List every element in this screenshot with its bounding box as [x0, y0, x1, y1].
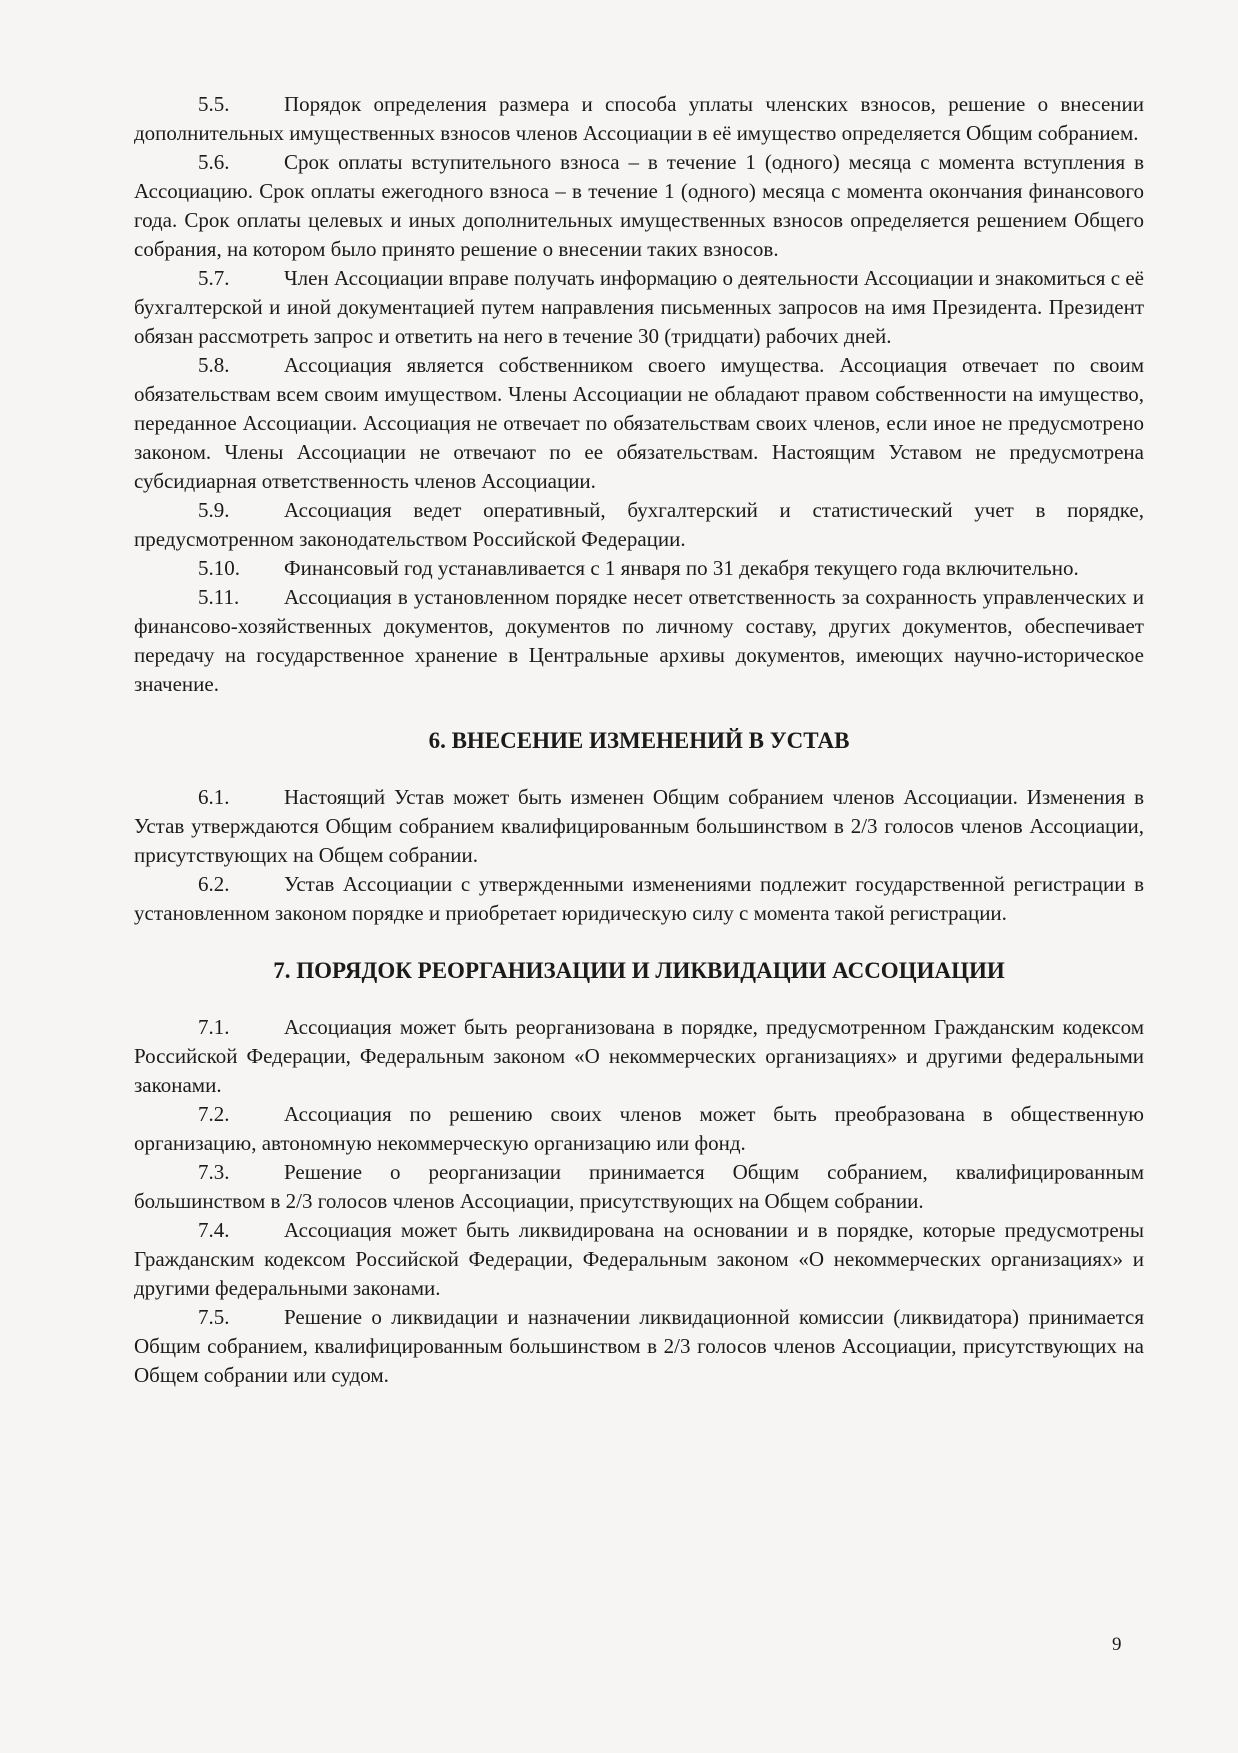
clause-text: Решение о ликвидации и назначении ликвидационной комиссии (ликвидатора) принимается Общим собранием, квалифицированным большинством в 2/3 голосов членов Ассоциации, присутствующих на Общем собрании или судом. — [134, 1305, 1144, 1387]
clause-text: Решение о реорганизации принимается Общим собранием, квалифицированным большинством в 2/3 голосов членов Ассоциации, присутствующих на Общем собрании. — [134, 1160, 1144, 1213]
clause-number: 7.4. — [198, 1218, 230, 1242]
clause-5-8 — [134, 351, 1144, 496]
clause-5-6 — [134, 148, 1144, 264]
clause-number: 5.8. — [198, 353, 230, 377]
clause-5-11 — [134, 583, 1144, 699]
page-number: 9 — [1112, 1634, 1122, 1655]
clause-number: 6.2. — [198, 872, 230, 896]
clause-number: 5.10. — [198, 556, 240, 580]
clause-5-5 — [134, 90, 1144, 148]
clause-6-1 — [134, 783, 1144, 870]
clause-7-3 — [134, 1158, 1144, 1216]
clause-number: 7.2. — [198, 1102, 230, 1126]
clause-7-1 — [134, 1013, 1144, 1100]
clause-text: Устав Ассоциации с утвержденными изменениями подлежит государственной регистрации в установленном законом порядке и приобретает юридическую силу с момента такой регистрации. — [134, 872, 1144, 925]
clause-text: Порядок определения размера и способа уплаты членских взносов, решение о внесении дополнительных имущественных взносов членов Ассоциации в её имущество определяется Общим собранием. — [134, 92, 1144, 145]
section-5-items — [134, 90, 1144, 699]
clause-number: 7.5. — [198, 1305, 230, 1329]
clause-number: 5.9. — [198, 498, 230, 522]
clause-number: 5.6. — [198, 150, 230, 174]
clause-text: Финансовый год устанавливается с 1 января по 31 декабря текущего года включительно. — [284, 556, 1079, 580]
section-6-items — [134, 783, 1144, 928]
clause-text: Срок оплаты вступительного взноса – в течение 1 (одного) месяца с момента вступления в Ассоциацию. Срок оплаты ежегодного взноса – в течение 1 (одного) месяца с момента окончания финансового года. Срок оплаты целевых и иных дополнительных имущественных взносов определяется решением Общего собрания, на котором было принято решение о внесении таких взносов. — [134, 150, 1144, 261]
section-6-heading: 6. ВНЕСЕНИЕ ИЗМЕНЕНИЙ В УСТАВ — [428, 728, 850, 753]
clause-5-9 — [134, 496, 1144, 554]
page-content — [134, 90, 1144, 1390]
clause-text: Член Ассоциации вправе получать информацию о деятельности Ассоциации и знакомиться с её бухгалтерской и иной документацией путем направления письменных запросов на имя Президента. Президент обязан рассмотреть запрос и ответить на него в течение 30 (тридцати) рабочих дней. — [134, 266, 1144, 348]
clause-text: Ассоциация в установленном порядке несет ответственность за сохранность управленческих и финансово-хозяйственных документов, документов по личному составу, других документов, обеспечивает передачу на государственное хранение в Центральные архивы документов, имеющих научно-историческое значение. — [134, 585, 1144, 696]
clause-number: 6.1. — [198, 785, 230, 809]
section-7-items — [134, 1013, 1144, 1390]
clause-7-4 — [134, 1216, 1144, 1303]
clause-6-2 — [134, 870, 1144, 928]
clause-7-5 — [134, 1303, 1144, 1390]
clause-number: 5.5. — [198, 92, 230, 116]
clause-text: Ассоциация ведет оперативный, бухгалтерский и статистический учет в порядке, предусмотренном законодательством Российской Федерации. — [134, 498, 1144, 551]
clause-7-2 — [134, 1100, 1144, 1158]
clause-number: 5.11. — [198, 585, 240, 609]
clause-text: Ассоциация по решению своих членов может быть преобразована в общественную организацию, автономную некоммерческую организацию или фонд. — [134, 1102, 1144, 1155]
clause-5-10 — [134, 554, 1144, 583]
clause-text: Настоящий Устав может быть изменен Общим собранием членов Ассоциации. Изменения в Устав утверждаются Общим собранием квалифицированным большинством в 2/3 голосов членов Ассоциации, присутствующих на Общем собрании. — [134, 785, 1144, 867]
clause-number: 7.3. — [198, 1160, 230, 1184]
clause-text: Ассоциация может быть реорганизована в порядке, предусмотренном Гражданским кодексом Российской Федерации, Федеральным законом «О некоммерческих организациях» и другими федеральными законами. — [134, 1015, 1144, 1097]
clause-number: 7.1. — [198, 1015, 230, 1039]
section-7-heading: 7. ПОРЯДОК РЕОРГАНИЗАЦИИ И ЛИКВИДАЦИИ АССОЦИАЦИИ — [273, 958, 1005, 983]
clause-5-7 — [134, 264, 1144, 351]
clause-text: Ассоциация является собственником своего имущества. Ассоциация отвечает по своим обязательствам всем своим имуществом. Члены Ассоциации не обладают правом собственности на имущество, переданное Ассоциации. Ассоциация не отвечает по обязательствам своих членов, если иное не предусмотрено законом. Члены Ассоциации не отвечают по ее обязательствам. Настоящим Уставом не предусмотрена субсидиарная ответственность членов Ассоциации. — [134, 353, 1144, 493]
clause-number: 5.7. — [198, 266, 230, 290]
clause-text: Ассоциация может быть ликвидирована на основании и в порядке, которые предусмотрены Гражданским кодексом Российской Федерации, Федеральным законом «О некоммерческих организациях» и другими федеральными законами. — [134, 1218, 1144, 1300]
